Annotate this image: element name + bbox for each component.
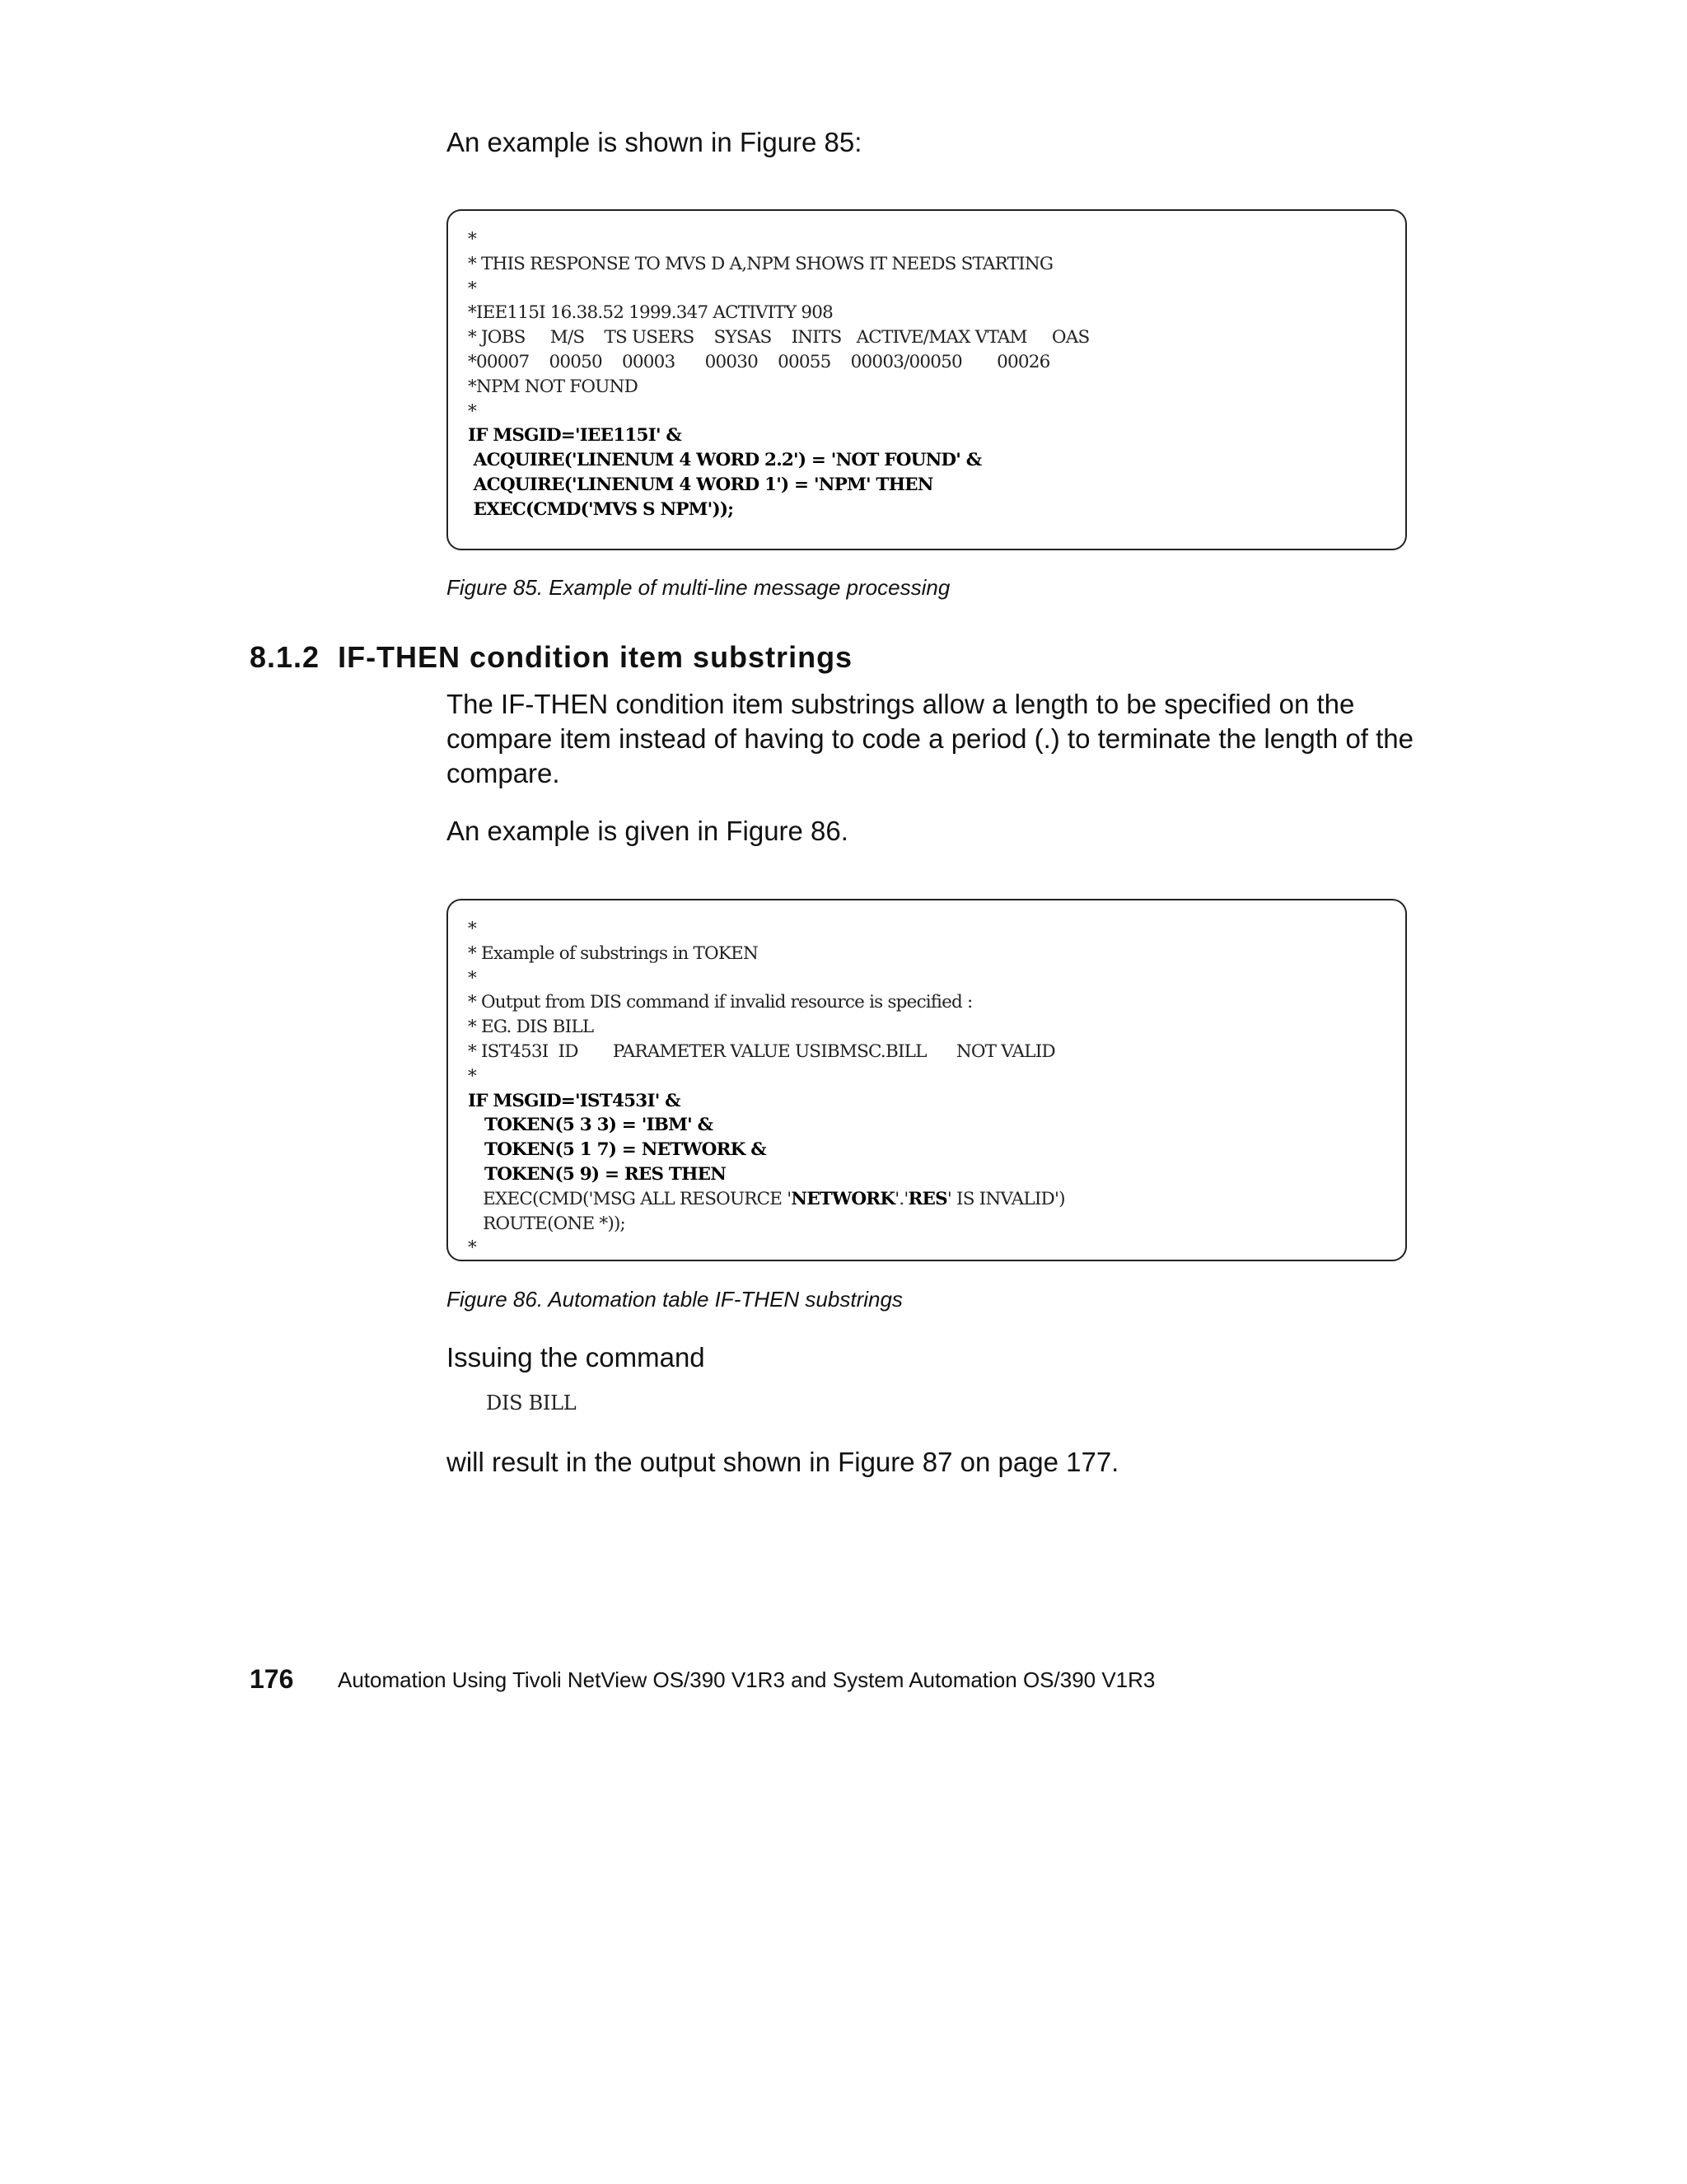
code-line: * Example of substrings in TOKEN — [468, 942, 758, 964]
figure-86-caption: Figure 86. Automation table IF-THEN substrings — [446, 1287, 903, 1312]
code-line: * — [468, 967, 476, 989]
code-line-mixed — [468, 1187, 1405, 1212]
code-line-bold: IF MSGID='IEE115I' & — [468, 425, 682, 447]
command-example: DIS BILL — [486, 1391, 577, 1415]
code-line: * THIS RESPONSE TO MVS D A,NPM SHOWS IT NEEDS STARTING — [468, 253, 1054, 274]
code-segment-bold: RES — [908, 1188, 947, 1209]
code-line: * — [468, 1065, 476, 1087]
footer-book-title: Automation Using Tivoli NetView OS/390 V1R3 and System Automation OS/390 V1R3 — [338, 1667, 1156, 1692]
code-line: *NPM NOT FOUND — [468, 376, 638, 397]
code-line: * — [468, 1237, 476, 1259]
code-line: *00007 00050 00003 00030 00055 00003/00050 00026 — [468, 351, 1050, 372]
code-line-bold: ACQUIRE('LINENUM 4 WORD 2.2') = 'NOT FOUND' & — [468, 450, 982, 471]
code-line-bold: TOKEN(5 3 3) = 'IBM' & — [468, 1115, 713, 1136]
code-line: * — [468, 229, 476, 250]
figure-86-code-box — [446, 899, 1407, 1261]
figure-85-caption: Figure 85. Example of multi-line message processing — [446, 575, 951, 600]
code-line: *IEE115I 16.38.52 1999.347 ACTIVITY 908 — [468, 302, 834, 324]
result-paragraph: will result in the output shown in Figure 87 on page 177. — [446, 1447, 1119, 1477]
figure-85-code-box — [446, 209, 1407, 550]
code-line-bold: EXEC(CMD('MVS S NPM')); — [468, 498, 734, 520]
code-line: ROUTE(ONE *)); — [468, 1213, 625, 1234]
intro-figure-86: An example is given in Figure 86. — [446, 816, 848, 846]
code-segment: EXEC(CMD('MSG ALL RESOURCE ' — [468, 1188, 792, 1209]
code-line: * — [468, 278, 476, 299]
code-line: * — [468, 919, 476, 939]
section-heading — [250, 639, 853, 676]
code-line-bold: IF MSGID='IST453I' & — [468, 1090, 680, 1111]
code-line-bold: TOKEN(5 1 7) = NETWORK & — [468, 1139, 766, 1161]
page-number: 176 — [250, 1664, 294, 1694]
body-paragraph: The IF-THEN condition item substrings allow a length to be specified on the compare item instead of having to code a period (.) to terminate the length of the compare. — [446, 689, 1414, 788]
code-line: * JOBS M/S TS USERS SYSAS INITS ACTIVE/MAX VTAM OAS — [468, 327, 1090, 348]
issuing-paragraph: Issuing the command — [446, 1342, 705, 1373]
code-segment-bold: NETWORK — [791, 1188, 895, 1209]
code-line: * Output from DIS command if invalid resource is specified : — [468, 992, 973, 1013]
code-line: * — [468, 400, 476, 422]
section-number: 8.1.2 — [250, 640, 320, 674]
code-line-bold: TOKEN(5 9) = RES THEN — [468, 1163, 727, 1185]
section-title: IF-THEN condition item substrings — [338, 640, 853, 674]
intro-figure-85: An example is shown in Figure 85: — [446, 127, 862, 157]
code-segment: '.' — [895, 1188, 909, 1209]
code-segment: ' IS INVALID') — [946, 1188, 1065, 1209]
code-line: * IST453I ID PARAMETER VALUE USIBMSC.BILL NOT VALID — [468, 1041, 1055, 1062]
code-line: * EG. DIS BILL — [468, 1017, 594, 1038]
code-line-bold: ACQUIRE('LINENUM 4 WORD 1') = 'NPM' THEN — [468, 474, 933, 495]
